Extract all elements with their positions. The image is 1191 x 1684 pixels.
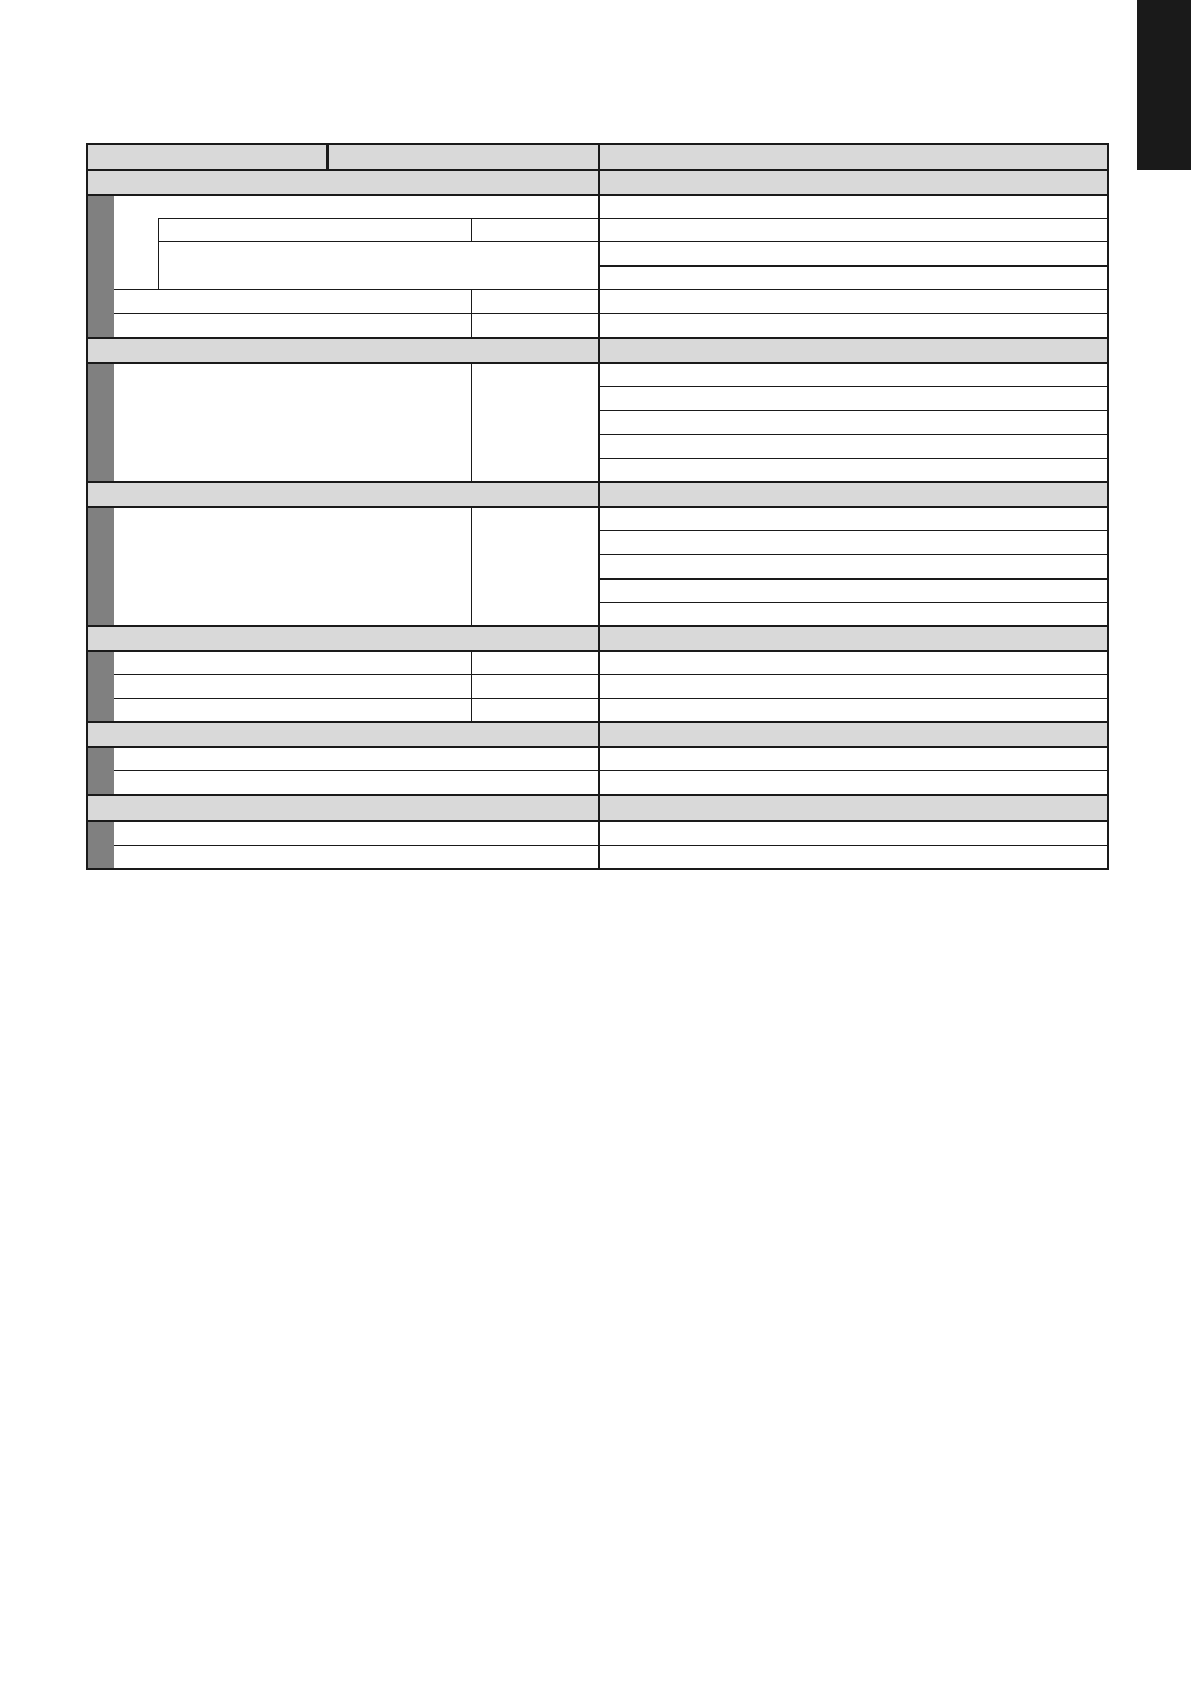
spec-table (86, 143, 1109, 870)
chapter-tab-marker (1137, 0, 1191, 170)
table-outline (86, 143, 1109, 870)
